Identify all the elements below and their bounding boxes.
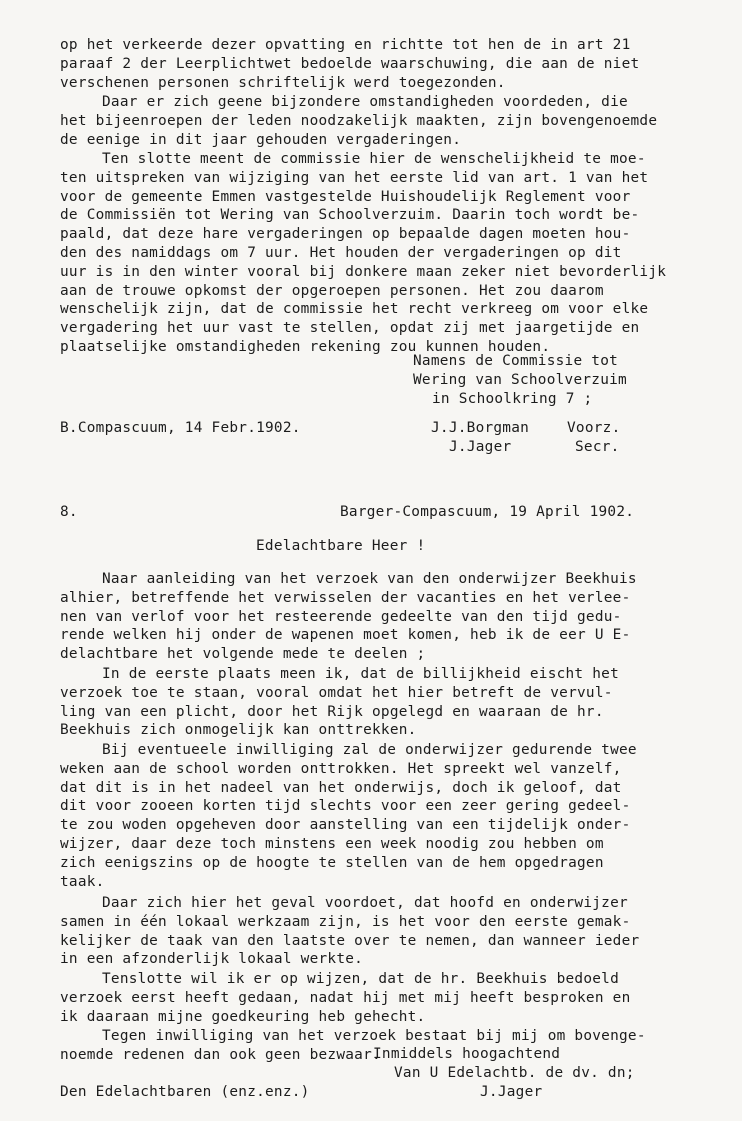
- paragraph-meetings-line: het bijeenroepen der leden noodzakelijk maakten, zijn bovengenoemde: [60, 112, 658, 129]
- paragraph-absence-line: weken aan de school worden onttrokken. Het spreekt wel vanzelf,: [60, 760, 622, 777]
- paragraph-regulation-line: voor de gemeente Emmen vastgestelde Huishoudelijk Reglement voor: [60, 188, 631, 205]
- paragraph-approval-line: verzoek eerst heeft gedaan, nadat hij met mij heeft besproken en: [60, 989, 631, 1006]
- paragraph-classroom-line: in een afzonderlijk lokaal werkte.: [60, 951, 364, 968]
- paragraph-request-line: nen van verlof voor het resteerende gedeelte van den tijd gedu-: [60, 608, 622, 625]
- paragraph-duty-line: In de eerste plaats meen ik, dat de billijkheid eischt het: [102, 666, 620, 682]
- closing-line: in Schoolkring 7 ;: [432, 391, 593, 407]
- paragraph-duty-line: verzoek toe te staan, vooral omdat het hier betreft de vervul-: [60, 684, 613, 701]
- paragraph-request-line: rende welken hij onder de wapenen moet komen, heb ik de eer U E-: [60, 627, 631, 644]
- paragraph-absence-line: Bij eventueele inwilliging zal de onderwijzer gedurende twee: [102, 742, 637, 758]
- paragraph-absence-line: dit voor zooeen korten tijd slechts voor een zeer gering gedeel-: [60, 798, 631, 815]
- paragraph-duty-line: Beekhuis zich onmogelijk kan onttrekken.: [60, 722, 417, 739]
- paragraph-duty-line: ling van een plicht, door het Rijk opgelegd en waaraan de hr.: [60, 703, 604, 720]
- paragraph-conclusion-line: Tegen inwilliging van het verzoek bestaat bij mij om bovenge-: [102, 1028, 646, 1044]
- paragraph-regulation-line: plaatselijke omstandigheden rekening zou kunnen houden.: [60, 339, 551, 355]
- paragraph-request-line: delachtbare het volgende mede te deelen ;: [60, 646, 426, 663]
- signatory-role: Secr.: [575, 439, 620, 455]
- paragraph-classroom-line: samen in één lokaal werkzaam zijn, is het voor den eerste gemak-: [60, 913, 631, 930]
- paragraph-approval-line: Tenslotte wil ik er op wijzen, dat de hr. Beekhuis bedoeld: [102, 971, 620, 987]
- paragraph-absence-line: taak.: [60, 873, 105, 890]
- paragraph-request-line: Naar aanleiding van het verzoek van den onderwijzer Beekhuis: [102, 571, 637, 587]
- paragraph-approval-line: ik daaraan mijne goedkeuring heb gehecht.: [60, 1008, 426, 1025]
- paragraph-regulation-line: den des namiddags om 7 uur. Het houden der vergaderingen op dit: [60, 245, 622, 261]
- signatory-name: J.J.Borgman: [431, 420, 530, 436]
- closing-line: Namens de Commissie tot: [413, 353, 619, 369]
- paragraph-classroom-line: kelijker de taak van den laatste over te nemen, dan wanneer ieder: [60, 932, 640, 949]
- paragraph-regulation-line: aan de trouwe opkomst der opgeroepen personen. Het zou daarom: [60, 282, 604, 299]
- addressee: Den Edelachtbaren (enz.enz.): [60, 1084, 310, 1100]
- paragraph-regulation-line: de Commissiën tot Wering van Schoolverzuim. Daarin toch wordt be-: [60, 207, 640, 224]
- paragraph-regulation-line: ten uitspreken van wijziging van het eerste lid van art. 1 van het: [60, 169, 649, 186]
- paragraph-regulation-line: uur is in den winter vooral bij donkere maan zeker niet bevorderlijk: [60, 263, 667, 280]
- paragraph-absence-line: te zou woden opgeheven door aanstelling van een tijdelijk onder-: [60, 817, 631, 834]
- paragraph-regulation-line: wenschelijk zijn, dat de commissie het recht verkreeg om voor elke: [60, 301, 649, 318]
- paragraph-meetings-line: de eenige in dit jaar gehouden vergaderingen.: [60, 131, 462, 148]
- paragraph-intro-line: paraaf 2 der Leerplichtwet bedoelde waarschuwing, die aan de niet: [60, 55, 640, 72]
- closing-line: Van U Edelachtb. de dv. dn;: [394, 1065, 635, 1081]
- paragraph-meetings-line: Daar er zich geene bijzondere omstandigheden voordeden, die: [102, 94, 628, 110]
- paragraph-absence-line: wijzer, daar deze toch minstens een week noodig zou hebben om: [60, 836, 604, 852]
- closing-line: Wering van Schoolverzuim: [413, 372, 627, 388]
- signatory-role: Voorz.: [567, 420, 621, 436]
- salutation: Edelachtbare Heer !: [256, 538, 426, 554]
- paragraph-regulation-line: vergadering het uur vast te stellen, opdat zij met jaargetijde en: [60, 320, 640, 337]
- letter-place-date: Barger-Compascuum, 19 April 1902.: [340, 504, 635, 520]
- paragraph-classroom-line: Daar zich hier het geval voordoet, dat hoofd en onderwijzer: [102, 895, 628, 911]
- paragraph-absence-line: dat dit is in het nadeel van het onderwijs, doch ik geloof, dat: [60, 779, 622, 796]
- signatory-name: J.Jager: [449, 439, 512, 455]
- place-date: B.Compascuum, 14 Febr.1902.: [60, 420, 301, 436]
- paragraph-intro-line: op het verkeerde dezer opvatting en richtte tot hen de in art 21: [60, 37, 631, 53]
- paragraph-conclusion-line: noemde redenen dan ook geen bezwaar.: [60, 1046, 381, 1063]
- paragraph-request-line: alhier, betreffende het verwisselen der vacanties en het verlee-: [60, 589, 631, 606]
- paragraph-regulation-line: Ten slotte meent de commissie hier de wenschelijkheid te moe-: [102, 151, 646, 167]
- letter-number: 8.: [60, 504, 78, 520]
- signature: J.Jager: [480, 1084, 543, 1100]
- closing-line: Inmiddels hoogachtend: [373, 1046, 561, 1062]
- paragraph-regulation-line: paald, dat deze hare vergaderingen op bepaalde dagen moeten hou-: [60, 226, 631, 243]
- paragraph-intro-line: verschenen personen schriftelijk werd toegezonden.: [60, 74, 506, 91]
- paragraph-absence-line: zich eenigszins op de hoogte te stellen van de hem opgedragen: [60, 854, 604, 871]
